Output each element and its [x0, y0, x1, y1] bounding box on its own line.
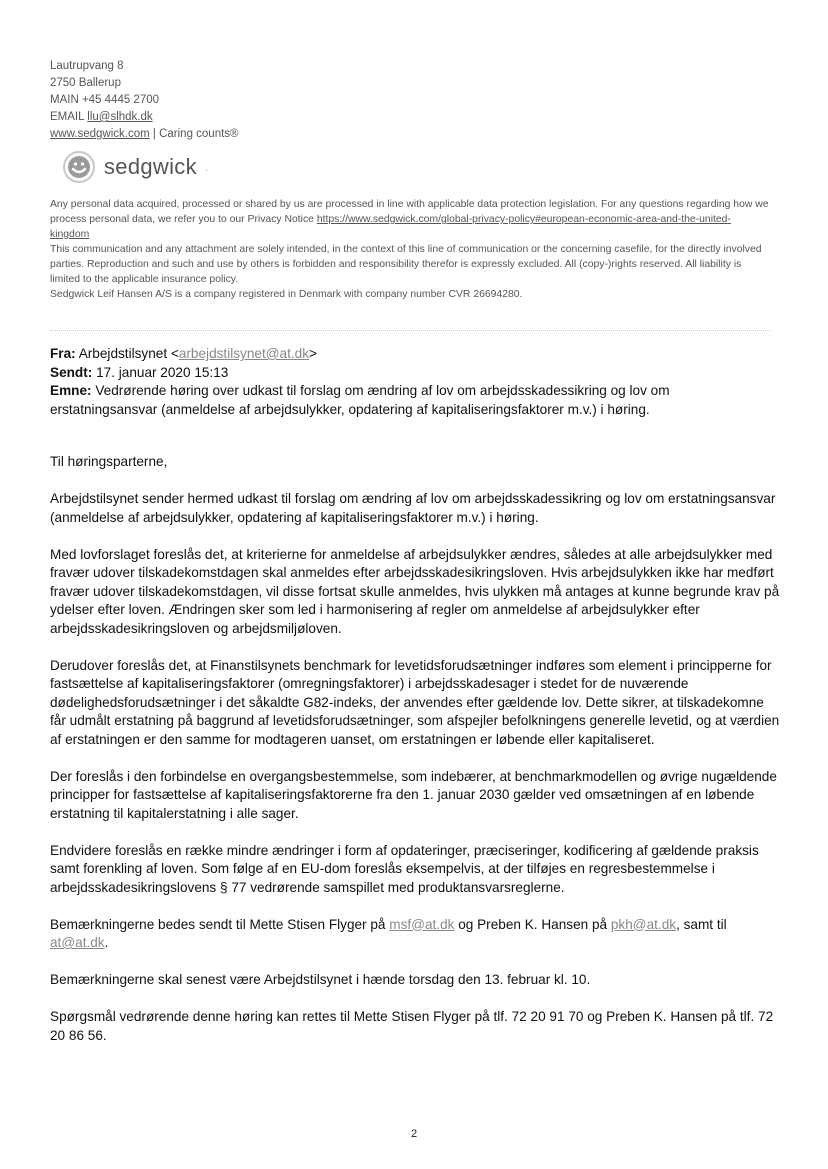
sent-line: [50, 364, 780, 383]
logo-dot: .: [204, 160, 209, 174]
subject-value: Vedrørende høring over udkast til forslag om ændring af lov om arbejdsskadessikring og lov om erstatningsansvar (anmeldelse af arbejdsulykker, opdatering af kapitaliseringsfaktorer m.v.) i høring.: [50, 383, 670, 417]
from-email-link[interactable]: arbejdstilsynet@at.dk: [178, 346, 310, 361]
greeting: Til høringsparterne,: [50, 454, 168, 469]
email-link-msf[interactable]: msf@at.dk: [389, 916, 455, 932]
body-paragraph-4: Der foreslås i den forbindelse en overgangsbestemmelse, som indebærer, at benchmarkmodellen og øvrige nugældende principper for fastsættelse af kapitaliseringsfaktorerne fra den 1. januar 2030 gælder ved omsætningen af en løbende erstatning til kapitalerstatning i alle sager.: [50, 768, 777, 821]
sedgwick-logo-icon: [62, 150, 96, 184]
body-paragraph-6: [50, 916, 780, 953]
body-paragraph-1: Arbejdstilsynet sender hermed udkast til forslag om ændring af lov om arbejdsskadessikring og lov om erstatningsansvar (anmeldelse af arbejdsulykker, opdatering af kapitaliseringsfaktorer m.v.) i høring.: [50, 491, 776, 525]
p6-text-c: , samt til: [676, 916, 727, 932]
sedgwick-logo: [62, 150, 208, 184]
from-name: Arbejdstilsynet <: [75, 346, 179, 361]
from-close: >: [309, 346, 317, 361]
email-body: [50, 453, 780, 1064]
p6-text-b: og Preben K. Hansen på: [454, 916, 611, 932]
email-line: [50, 109, 239, 126]
website-link[interactable]: www.sedgwick.com: [50, 128, 150, 140]
divider: [50, 330, 770, 331]
page-number: 2: [410, 1128, 418, 1140]
email-link-pkh[interactable]: pkh@at.dk: [610, 916, 677, 932]
email-header: [50, 345, 780, 419]
subject-line: [50, 382, 780, 419]
confidentiality-paragraph: This communication and any attachment are solely intended, in the context of this line of communication or the concerning casefile, for the directly involved parties. Reproduction and such and use by others is forbidden and responsibility therefor is expressly excluded. All (copy-)rights reserved. All liability is limited to the applicable insurance policy.: [50, 244, 762, 285]
city-line: 2750 Ballerup: [50, 77, 121, 89]
body-paragraph-8: Spørgsmål vedrørende denne høring kan rettes til Mette Stisen Flyger på tlf. 72 20 91 70 og Preben K. Hansen på tlf. 72 20 86 56.: [50, 1009, 774, 1043]
signature-block: [50, 58, 239, 143]
sent-label: Sendt:: [50, 364, 93, 380]
logo-wordmark: sedgwick: [104, 154, 197, 179]
separator: |: [149, 128, 160, 140]
email-label: EMAIL: [50, 111, 88, 123]
address-line: Lautrupvang 8: [50, 60, 124, 72]
from-line: [50, 345, 780, 364]
body-paragraph-7: Bemærkningerne skal senest være Arbejdstilsynet i hænde torsdag den 13. februar kl. 10.: [50, 972, 591, 987]
disclaimer: [50, 197, 770, 302]
tagline: Caring counts®: [159, 128, 239, 140]
body-paragraph-2: Med lovforslaget foreslås det, at kriterierne for anmeldelse af arbejdsulykker ændres, således at alle arbejdsulykker med fravær udover tilskadekomstdagen skal anmeldes efter arbejdsskadesikringsloven. Hvis arbejdsulykken ikke har medført fravær udover tilskadekomstdagen, vil disse fortsat skulle anmeldes, hvis ulykken må antages at kunne begrunde krav på ydelser efter loven. Ændringen sker som led i harmonisering af regler om anmeldelse af arbejdsulykker efter arbejdsskadesikringsloven og arbejdsmiljøloven.: [50, 546, 780, 636]
main-phone: MAIN +45 4445 2700: [50, 94, 160, 106]
body-paragraph-5: Endvidere foreslås en række mindre ændringer i form af opdateringer, præciseringer, kodificering af gældende praksis samt forenkling af loven. Som følge af en EU-dom foreslås eksempelvis, at der tilføjes en regresbestemmelse i arbejdsskadesikringslovens § 77 vedrørende samspillet med produktansvarsreglerne.: [50, 842, 759, 895]
email-link-at[interactable]: at@at.dk: [50, 935, 105, 950]
from-label: Fra:: [50, 346, 76, 361]
privacy-text: Any personal data acquired, processed or shared by us are processed in line with applicable data protection legislation. For any questions regarding how we process personal data, we refer you to our Privacy Notice: [50, 199, 769, 225]
subject-label: Emne:: [50, 383, 92, 398]
company-registration: Sedgwick Leif Hansen A/S is a company registered in Denmark with company number CVR 26694280.: [50, 289, 523, 300]
p6-text-d: .: [104, 935, 109, 950]
privacy-notice-link[interactable]: https://www.sedgwick.com/global-privacy-policy#european-economic-area-and-the-united-kingdom: [50, 214, 731, 240]
website-line: [50, 126, 239, 143]
sent-value: 17. januar 2020 15:13: [92, 364, 229, 380]
p6-text-a: Bemærkningerne bedes sendt til Mette Stisen Flyger på: [50, 916, 390, 932]
body-paragraph-3: Derudover foreslås det, at Finanstilsynets benchmark for levetidsforudsætninger indføres som element i principperne for fastsættelse af kapitaliseringsfaktorer (omregningsfaktorer) i arbejdsskadesager i stedet for de nuværende dødelighedsforudsætninger i det såkaldte G82-indeks, der anvendes efter gældende lov. Dette sikrer, at tilskadekomne får udmålt erstatning på baggrund af levetidsforudsætninger, som afspejler befolkningens generelle levetid, og at værdien af erstatningen er den samme for modtageren uanset, om erstatningen er løbende eller kapitaliseret.: [50, 657, 780, 747]
signature-email-link[interactable]: llu@slhdk.dk: [87, 111, 153, 123]
privacy-paragraph: [50, 197, 770, 242]
